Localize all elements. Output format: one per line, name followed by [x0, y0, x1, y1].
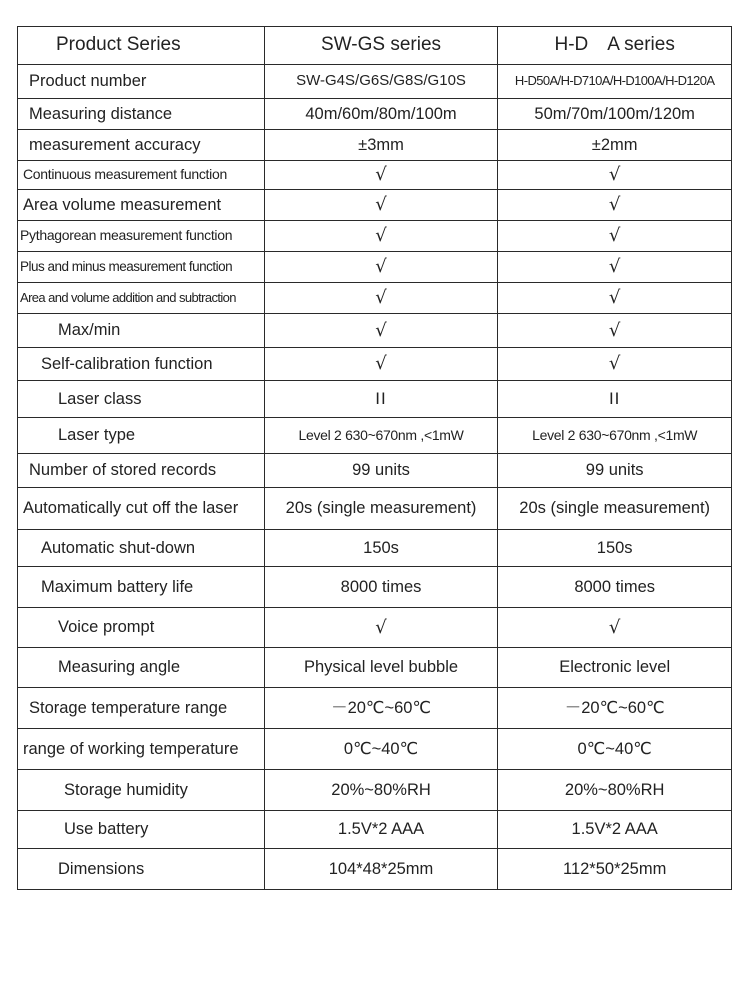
table-row-working-temperature	[18, 729, 732, 770]
table-row-dimensions	[18, 849, 732, 890]
table-row-plus-minus	[18, 252, 732, 283]
row-value-hd-a: ±2mm	[498, 130, 732, 161]
row-value-sw-gs: Level 2 630~670nm ,<1mW	[264, 418, 498, 454]
row-value-sw-gs: ±3mm	[264, 130, 498, 161]
table-row-measurement-accuracy	[18, 130, 732, 161]
table-row-measuring-distance	[18, 99, 732, 130]
row-value-sw-gs: 40m/60m/80m/100m	[264, 99, 498, 130]
row-label: Continuous measurement function	[18, 161, 265, 190]
row-label: Area and volume addition and subtraction	[18, 283, 265, 314]
row-label: measurement accuracy	[18, 130, 265, 161]
row-value-sw-gs: SW-G4S/G6S/G8S/G10S	[264, 65, 498, 99]
row-value-sw-gs: √	[264, 190, 498, 221]
row-value-sw-gs: √	[264, 161, 498, 190]
row-label: range of working temperature	[18, 729, 265, 770]
row-value-sw-gs: 20%~80%RH	[264, 770, 498, 811]
row-value-hd-a: √	[498, 314, 732, 348]
table-row-laser-class	[18, 381, 732, 418]
row-label: Automatic shut-down	[18, 530, 265, 567]
row-value-sw-gs: √	[264, 348, 498, 381]
row-label: Number of stored records	[18, 454, 265, 488]
row-label: Max/min	[18, 314, 265, 348]
header-product-series: Product Series	[18, 27, 265, 65]
row-value-hd-a: √	[498, 190, 732, 221]
row-label: Measuring angle	[18, 648, 265, 688]
row-value-hd-a: II	[498, 381, 732, 418]
row-value-sw-gs: √	[264, 283, 498, 314]
row-value-hd-a: √	[498, 608, 732, 648]
row-label: Measuring distance	[18, 99, 265, 130]
row-value-sw-gs: 150s	[264, 530, 498, 567]
row-label: Automatically cut off the laser	[18, 488, 265, 530]
row-label: Storage humidity	[18, 770, 265, 811]
row-value-sw-gs: 1.5V*2 AAA	[264, 811, 498, 849]
row-value-hd-a: －20℃~60℃	[498, 688, 732, 729]
table-row-max-min	[18, 314, 732, 348]
table-row-storage-humidity	[18, 770, 732, 811]
row-value-sw-gs: √	[264, 221, 498, 252]
row-value-sw-gs: √	[264, 314, 498, 348]
table-row-continuous-measurement	[18, 161, 732, 190]
row-value-hd-a: √	[498, 161, 732, 190]
row-value-hd-a: 20%~80%RH	[498, 770, 732, 811]
row-value-hd-a: 150s	[498, 530, 732, 567]
row-label: Area volume measurement	[18, 190, 265, 221]
row-value-sw-gs: √	[264, 608, 498, 648]
row-label: Dimensions	[18, 849, 265, 890]
table-row-stored-records	[18, 454, 732, 488]
row-label: Pythagorean measurement function	[18, 221, 265, 252]
spec-comparison-table	[17, 26, 732, 890]
row-value-hd-a: √	[498, 348, 732, 381]
row-value-hd-a: 112*50*25mm	[498, 849, 732, 890]
row-label: Laser type	[18, 418, 265, 454]
row-label: Maximum battery life	[18, 567, 265, 608]
row-value-hd-a: √	[498, 221, 732, 252]
table-row-use-battery	[18, 811, 732, 849]
table-row-battery-life	[18, 567, 732, 608]
row-value-sw-gs: 104*48*25mm	[264, 849, 498, 890]
row-value-hd-a: H-D50A/H-D710A/H-D100A/H-D120A	[498, 65, 732, 99]
table-row-measuring-angle	[18, 648, 732, 688]
row-value-hd-a: 50m/70m/100m/120m	[498, 99, 732, 130]
row-label: Plus and minus measurement function	[18, 252, 265, 283]
table-row-area-volume-add-subtract	[18, 283, 732, 314]
row-value-hd-a: 8000 times	[498, 567, 732, 608]
row-value-sw-gs: Physical level bubble	[264, 648, 498, 688]
table-row-storage-temperature	[18, 688, 732, 729]
row-value-hd-a: Level 2 630~670nm ,<1mW	[498, 418, 732, 454]
row-value-sw-gs: 8000 times	[264, 567, 498, 608]
header-hd-a-series: H-D A series	[498, 27, 732, 65]
table-row-product-number	[18, 65, 732, 99]
row-value-hd-a: 20s (single measurement)	[498, 488, 732, 530]
row-value-sw-gs: II	[264, 381, 498, 418]
header-row	[18, 27, 732, 65]
row-value-sw-gs: 0℃~40℃	[264, 729, 498, 770]
row-value-hd-a: Electronic level	[498, 648, 732, 688]
table-row-auto-cut-laser	[18, 488, 732, 530]
table-row-auto-shutdown	[18, 530, 732, 567]
header-sw-gs-series: SW-GS series	[264, 27, 498, 65]
row-value-hd-a: √	[498, 252, 732, 283]
row-value-hd-a: 1.5V*2 AAA	[498, 811, 732, 849]
row-label: Laser class	[18, 381, 265, 418]
row-value-sw-gs: 20s (single measurement)	[264, 488, 498, 530]
row-label: Storage temperature range	[18, 688, 265, 729]
row-label: Voice prompt	[18, 608, 265, 648]
row-value-sw-gs: 99 units	[264, 454, 498, 488]
row-value-hd-a: 99 units	[498, 454, 732, 488]
row-value-sw-gs: √	[264, 252, 498, 283]
table-row-area-volume	[18, 190, 732, 221]
table-row-pythagorean	[18, 221, 732, 252]
row-value-hd-a: √	[498, 283, 732, 314]
table-row-voice-prompt	[18, 608, 732, 648]
table-row-laser-type	[18, 418, 732, 454]
row-label: Use battery	[18, 811, 265, 849]
row-label: Product number	[18, 65, 265, 99]
row-value-sw-gs: －20℃~60℃	[264, 688, 498, 729]
table-row-self-calibration	[18, 348, 732, 381]
row-label: Self-calibration function	[18, 348, 265, 381]
row-value-hd-a: 0℃~40℃	[498, 729, 732, 770]
